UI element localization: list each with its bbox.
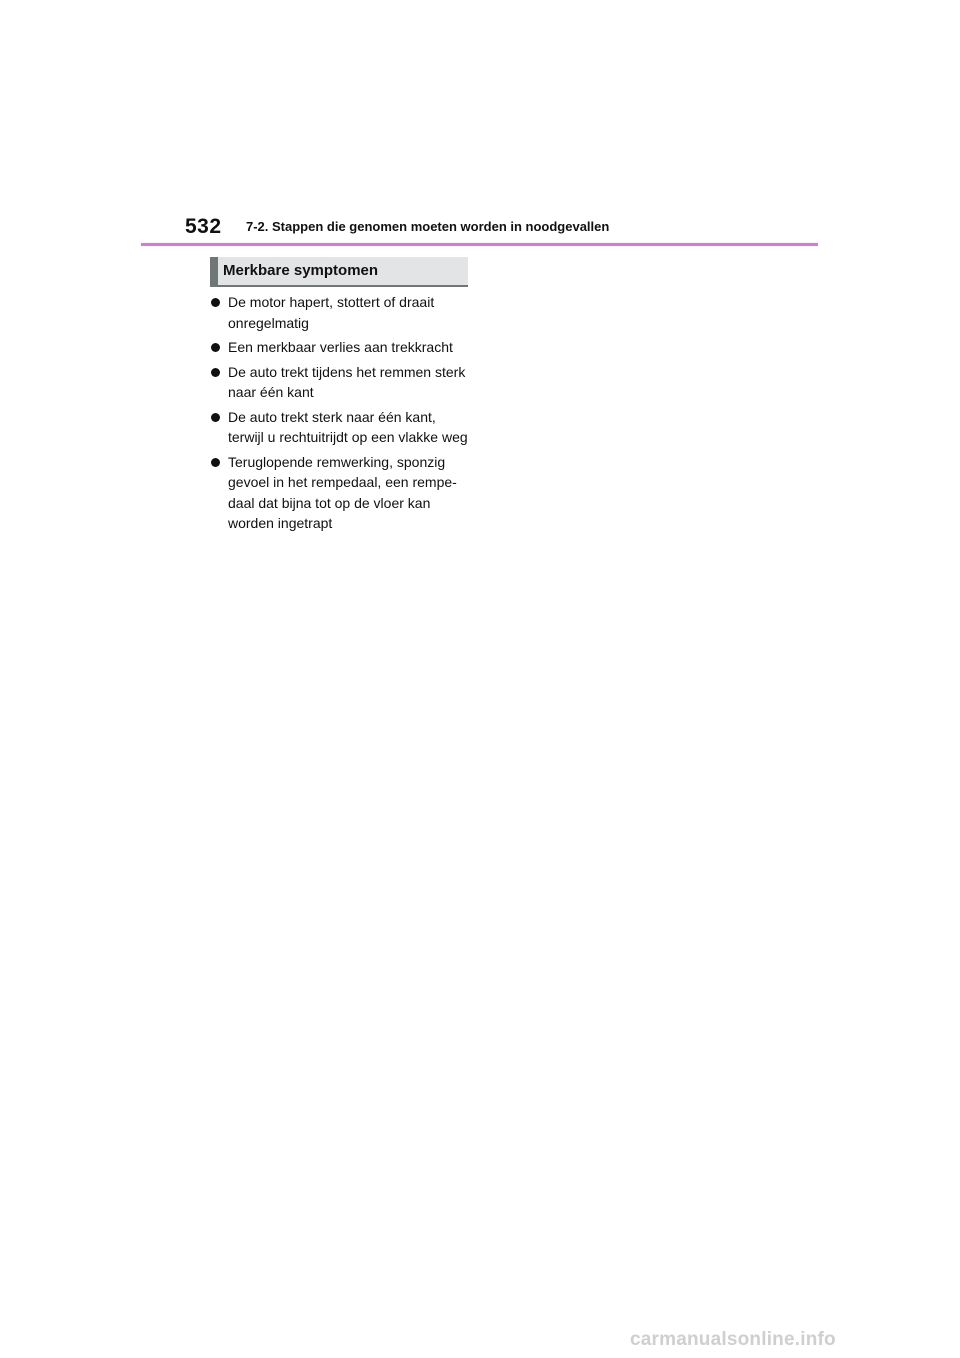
symptom-list	[210, 292, 468, 538]
bullet-icon	[211, 458, 220, 467]
list-item	[210, 292, 468, 333]
list-item	[210, 452, 468, 534]
list-item-text: De auto trekt sterk naar één kant, terwijl u rechtuitrijdt op een vlakke weg	[228, 408, 468, 445]
list-item-text: Teruglopende remwerking, sponzig gevoel in het rempedaal, een rempe-daal dat bijna tot op de vloer kan worden ingetrapt	[228, 453, 457, 531]
list-item	[210, 337, 468, 358]
list-item-text: De motor hapert, stottert of draait onregelmatig	[228, 294, 435, 331]
list-item-text: De auto trekt tijdens het remmen sterk naar één kant	[228, 363, 466, 400]
page-number: 532	[185, 215, 222, 238]
heading-accent-bar	[210, 257, 218, 285]
header-divider	[141, 243, 818, 246]
chapter-title: 7-2. Stappen die genomen moeten worden in noodgevallen	[246, 219, 610, 234]
bullet-icon	[211, 368, 220, 377]
list-item	[210, 407, 468, 448]
bullet-icon	[211, 298, 220, 307]
section-heading-title: Merkbare symptomen	[223, 262, 379, 279]
section-heading	[210, 257, 468, 287]
list-item-text: Een merkbaar verlies aan trekkracht	[228, 339, 453, 355]
watermark-text: carmanualsonline.info	[630, 1329, 836, 1350]
bullet-icon	[211, 343, 220, 352]
bullet-icon	[211, 413, 220, 422]
list-item	[210, 362, 468, 403]
